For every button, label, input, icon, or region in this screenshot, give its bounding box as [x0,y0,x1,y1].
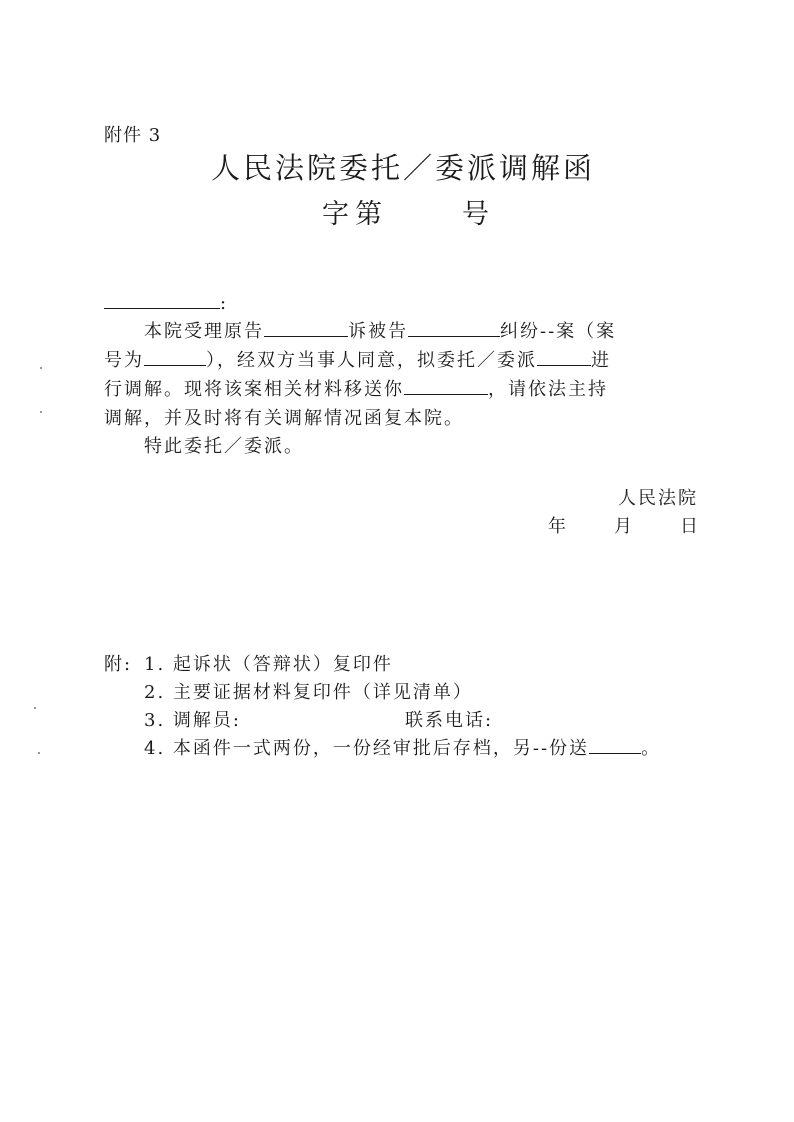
body-line-5: 特此委托／委派。 [144,436,304,457]
body-text: ，请依法主持 [488,379,608,400]
annex-item-1: 1. 起诉状（答辩状）复印件 [144,654,393,675]
copy-recipient-blank [589,735,641,754]
date-month: 月 [614,516,632,537]
annex-item-3-mediator: 3. 调解员: [144,710,241,731]
scan-speck [38,752,40,754]
body-line-2 [104,346,611,372]
defendant-blank [408,318,500,337]
document-title: 人民法院委托／委派调解函 [210,151,595,185]
body-text: 进 [591,350,611,371]
attachment-label: 附件 3 [104,125,162,146]
body-text: 纠纷--案（案 [500,321,617,342]
body-text: 诉被告 [348,321,408,342]
body-text: 本院受理原告 [144,321,264,342]
plaintiff-blank [264,318,348,337]
case-number-blank [144,347,206,366]
scan-speck [40,367,42,369]
annex-label: 附: [104,654,133,675]
body-text: 。 [641,738,662,759]
date-day: 日 [680,516,698,537]
document-title-row [0,146,794,187]
doc-number-prefix: 字第 [322,199,388,230]
mediator-blank [537,347,591,366]
recipient-blank [404,376,488,395]
body-text: ），经双方当事人同意，拟委托／委派 [206,350,537,371]
scan-speck [40,411,42,413]
addressee-blank [104,290,220,309]
body-line-4: 调解，并及时将有关调解情况函复本院。 [104,408,464,429]
body-text: 行调解。现将该案相关材料移送你 [104,379,404,400]
body-line-3 [104,375,608,401]
addressee-colon: : [220,293,229,314]
annex-item-3-phone: 联系电话: [405,710,494,731]
body-text: 4. 本函件一式两份，一份经审批后存档，另--份送 [144,738,590,759]
annex-item-4 [144,734,661,760]
annex-item-2: 2. 主要证据材料复印件（详见清单） [144,682,473,703]
body-text: 号为 [104,350,144,371]
addressee-line [104,290,228,314]
scan-speck [34,707,36,709]
body-line-1 [144,317,616,343]
doc-number-suffix: 号 [462,199,489,230]
court-signature: 人民法院 [618,488,698,509]
date-year: 年 [548,516,566,537]
